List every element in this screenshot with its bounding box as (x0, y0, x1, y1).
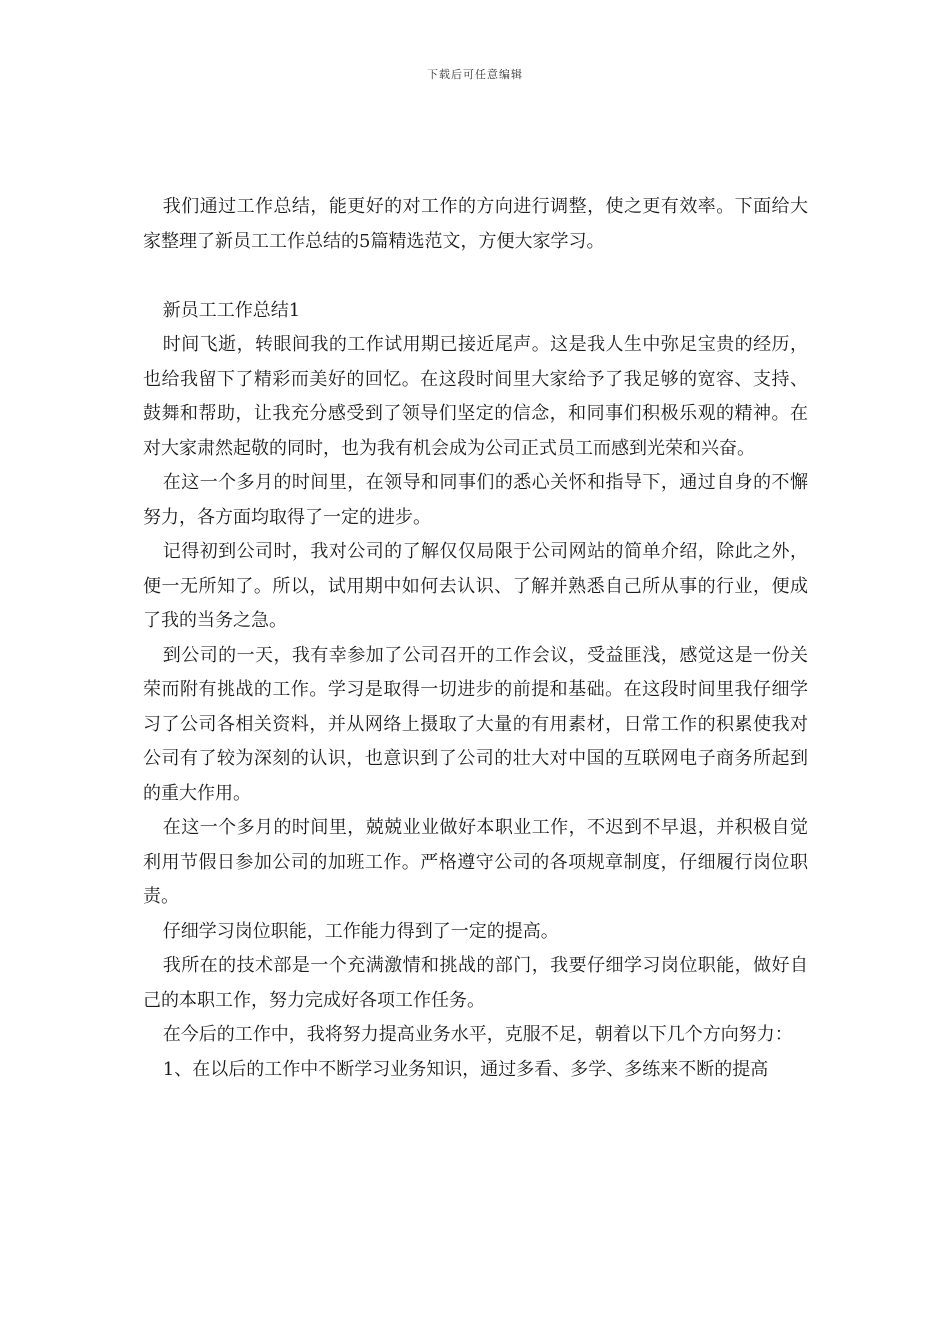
document-body (143, 190, 808, 1087)
list-item-paragraph: 1、在以后的工作中不断学习业务知识，通过多看、多学、多练来不断的提高 (162, 1058, 769, 1080)
intro-paragraph: 我们通过工作总结，能更好的对工作的方向进行调整，使之更有效率。下面给大家整理了新员工工作总结的5篇精选范文，方便大家学习。 (143, 196, 808, 252)
paragraph: 仔细学习岗位职能，工作能力得到了一定的提高。 (162, 920, 559, 942)
paragraph: 时间飞逝，转眼间我的工作试用期已接近尾声。这是我人生中弥足宝贵的经历，也给我留下了精彩而美好的回忆。在这段时间里大家给予了我足够的宽容、支持、鼓舞和帮助，让我充分感受到了领导们坚定的信念，和同事们积极乐观的精神。在对大家肃然起敬的同时，也为我有机会成为公司正式员工而感到光荣和兴奋。 (143, 334, 808, 459)
paragraph: 在今后的工作中，我将努力提高业务水平，克服不足，朝着以下几个方向努力： (162, 1024, 793, 1045)
header-note: 下载后可任意编辑 (427, 68, 523, 81)
section-title: 新员工工作总结1 (162, 299, 301, 321)
blank-line (143, 259, 808, 294)
paragraph: 我所在的技术部是一个充满激情和挑战的部门，我要仔细学习岗位职能，做好自己的本职工作，努力完成好各项工作任务。 (143, 955, 808, 1011)
paragraph: 记得初到公司时，我对公司的了解仅仅局限于公司网站的简单介绍，除此之外，便一无所知了。所以，试用期中如何去认识、了解并熟悉自己所从事的行业，便成了我的当务之急。 (143, 541, 808, 631)
paragraph: 在这一个多月的时间里，兢兢业业做好本职业工作，不迟到不早退，并积极自觉利用节假日参加公司的加班工作。严格遵守公司的各项规章制度，仔细履行岗位职责。 (143, 817, 808, 907)
paragraph: 在这一个多月的时间里，在领导和同事们的悉心关怀和指导下，通过自身的不懈努力，各方面均取得了一定的进步。 (143, 472, 808, 528)
paragraph: 到公司的一天，我有幸参加了公司召开的工作会议，受益匪浅，感觉这是一份关荣而附有挑战的工作。学习是取得一切进步的前提和基础。在这段时间里我仔细学习了公司各相关资料，并从网络上摄取了大量的有用素材，日常工作的积累使我对公司有了较为深刻的认识，也意识到了公司的壮大对中国的互联网电子商务所起到的重大作用。 (143, 644, 808, 804)
